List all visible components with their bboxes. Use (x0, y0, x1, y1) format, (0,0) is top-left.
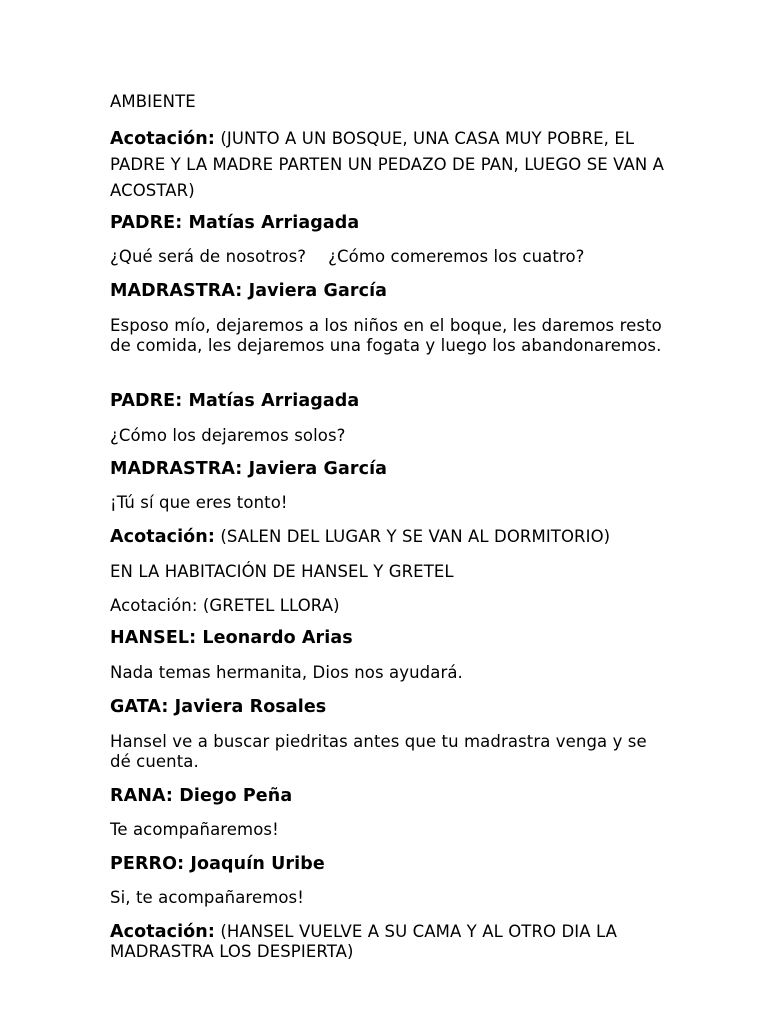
stage-direction (110, 922, 670, 962)
dialogue-perro: Si, te acompañaremos! (110, 888, 304, 907)
dialogue-hansel: Nada temas hermanita, Dios nos ayudará. (110, 663, 463, 682)
speaker-madrastra: MADRASTRA: Javiera García (110, 459, 388, 479)
stage-direction-label: Acotación: (110, 527, 215, 547)
dialogue-madrastra: ¡Tú sí que eres tonto! (110, 493, 288, 512)
stage-direction (110, 126, 670, 204)
section-heading: AMBIENTE (110, 92, 196, 111)
dialogue-padre: ¿Cómo los dejaremos solos? (110, 426, 346, 445)
speaker-padre: PADRE: Matías Arriagada (110, 213, 360, 233)
dialogue-padre-part2: ¿Cómo comeremos los cuatro? (328, 247, 585, 266)
stage-direction-text: (HANSEL VUELVE A SU CAMA Y AL OTRO DIA LA MADRASTRA LOS DESPIERTA) (110, 922, 618, 961)
stage-direction-label: Acotación: (110, 922, 215, 942)
speaker-rana: RANA: Diego Peña (110, 786, 293, 806)
speaker-madrastra: MADRASTRA: Javiera García (110, 281, 388, 301)
stage-direction-label: Acotación: (110, 129, 215, 149)
stage-direction (110, 527, 670, 547)
dialogue-padre (110, 247, 670, 266)
stage-direction-text: (JUNTO A UN BOSQUE, UNA CASA MUY POBRE, EL PADRE Y LA MADRE PARTEN UN PEDAZO DE PAN, LUEGO SE VAN A ACOSTAR) (110, 129, 665, 200)
stage-direction-plain: Acotación: (GRETEL LLORA) (110, 596, 340, 615)
speaker-hansel: HANSEL: Leonardo Arias (110, 628, 353, 648)
dialogue-gata: Hansel ve a buscar piedritas antes que tu madrastra venga y se dé cuenta. (110, 732, 647, 771)
dialogue-madrastra: Esposo mío, dejaremos a los niños en el boque, les daremos resto de comida, les dejaremos una fogata y luego los abandonaremos. (110, 316, 662, 355)
speaker-gata: GATA: Javiera Rosales (110, 697, 327, 717)
stage-direction-text: (SALEN DEL LUGAR Y SE VAN AL DORMITORIO) (220, 527, 611, 546)
dialogue-rana: Te acompañaremos! (110, 820, 279, 839)
speaker-perro: PERRO: Joaquín Uribe (110, 854, 325, 874)
dialogue-padre-part1: ¿Qué será de nosotros? (110, 247, 307, 266)
scene-heading: EN LA HABITACIÓN DE HANSEL Y GRETEL (110, 562, 454, 581)
speaker-padre: PADRE: Matías Arriagada (110, 391, 360, 411)
